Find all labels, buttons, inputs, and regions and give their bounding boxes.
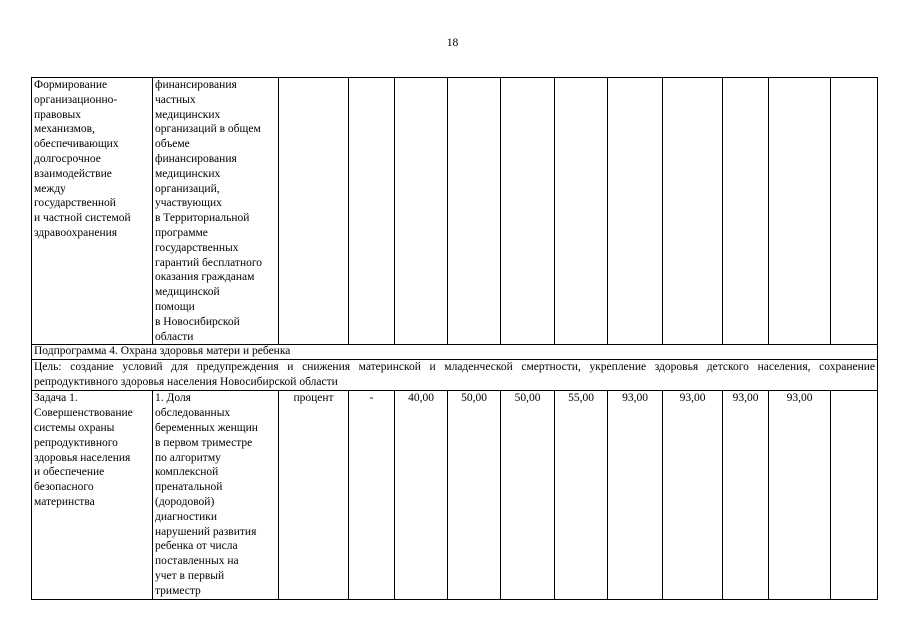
empty-cell	[831, 78, 878, 345]
value-cell: 93,00	[608, 391, 663, 599]
empty-cell	[608, 78, 663, 345]
task-cell: Задача 1. Совершенствование системы охраны репродуктивного здоровья населения и обеспечение безопасного материнства	[32, 391, 153, 599]
value-cell: 40,00	[395, 391, 448, 599]
indicators-table	[31, 77, 878, 600]
empty-cell	[448, 78, 501, 345]
task-cell: Формирование организационно- правовых механизмов, обеспечивающих долгосрочное взаимодействие между государственной и частной системой здравоохранения	[32, 78, 153, 345]
empty-cell	[663, 78, 723, 345]
goal-row	[32, 360, 878, 391]
value-cell: 93,00	[769, 391, 831, 599]
empty-cell	[831, 391, 878, 599]
table-row	[32, 391, 878, 599]
table-row	[32, 78, 878, 345]
goal-text: Цель: создание условий для предупреждения и снижения материнской и младенческой смертности, укрепление здоровья детского населения, сохранение репродуктивного здоровья населения Новосибирской области	[34, 361, 875, 388]
subprogram-row	[32, 345, 878, 360]
unit-cell: процент	[279, 391, 349, 599]
empty-cell	[279, 78, 349, 345]
empty-cell	[501, 78, 555, 345]
base-value-cell: -	[349, 391, 395, 599]
subprogram-title: Подпрограмма 4. Охрана здоровья матери и ребенка	[32, 345, 878, 360]
value-cell: 50,00	[448, 391, 501, 599]
empty-cell	[769, 78, 831, 345]
value-cell: 93,00	[723, 391, 769, 599]
empty-cell	[555, 78, 608, 345]
empty-cell	[395, 78, 448, 345]
indicator-cell: 1. Доля обследованных беременных женщин в первом триместре по алгоритму комплексной пренатальной (дородовой) диагностики нарушений развития ребенка от числа поставленных на учет в первый триместр	[153, 391, 279, 599]
value-cell: 55,00	[555, 391, 608, 599]
indicator-cell: финансирования частных медицинских организаций в общем объеме финансирования медицинских организаций, участвующих в Территориальной программе государственных гарантий бесплатного оказания гражданам медицинской помощи в Новосибирской области	[153, 78, 279, 345]
empty-cell	[723, 78, 769, 345]
value-cell: 50,00	[501, 391, 555, 599]
empty-cell	[349, 78, 395, 345]
page-number: 18	[446, 37, 459, 49]
value-cell: 93,00	[663, 391, 723, 599]
